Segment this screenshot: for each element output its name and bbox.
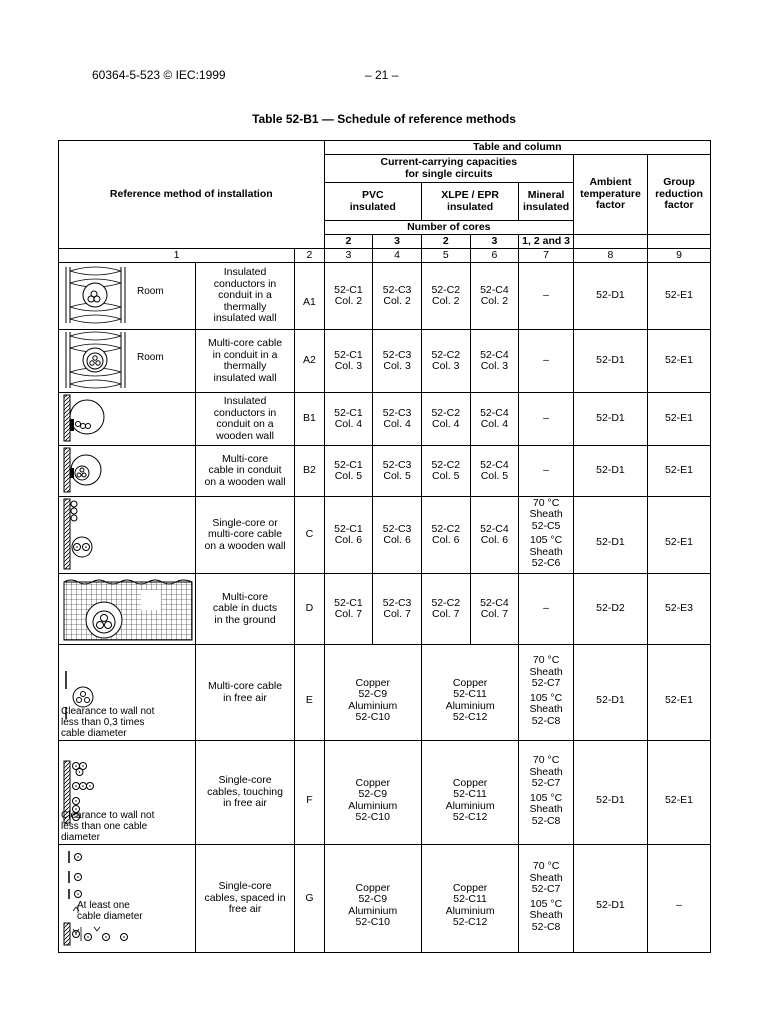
- cell-line: 52-C8: [531, 814, 561, 827]
- row-description: [195, 330, 294, 393]
- cell-group: 52-E1: [647, 645, 710, 741]
- header-cores: 3: [470, 235, 519, 249]
- col-number: 8: [573, 249, 647, 263]
- cell-group: 52-E3: [647, 574, 710, 645]
- cell-line: Col. 5: [334, 470, 363, 482]
- cell-line: 70 °C: [532, 496, 560, 509]
- row-description: [195, 263, 294, 330]
- figure-e: [59, 645, 196, 741]
- desc-line: Multi-core: [221, 452, 269, 465]
- label-line: cable diameter: [61, 728, 127, 739]
- table-row-b2: [59, 446, 711, 497]
- cell-line: 52-C9: [358, 688, 388, 700]
- row-description: [195, 645, 294, 741]
- cell-line: 52-C4: [480, 522, 509, 535]
- col-number: 3: [324, 249, 373, 263]
- desc-line: conductors in: [213, 406, 277, 419]
- cell-line: 52-C3: [382, 406, 412, 419]
- header-ambient-line2: temperature: [580, 187, 641, 200]
- cell-line: 52-C1: [334, 283, 363, 296]
- desc-line: Multi-core cable: [207, 680, 283, 692]
- cell-xlpe-3: [470, 393, 519, 446]
- single-core-spaced-icon: [61, 847, 196, 951]
- multicore-conduit-wooden-wall-icon: [61, 446, 196, 496]
- clearance-label-e: [61, 706, 154, 739]
- cell-line: Copper: [452, 776, 488, 789]
- cell-xlpe-3: [470, 446, 519, 497]
- cell-mineral: –: [519, 330, 574, 393]
- desc-line: insulated wall: [213, 312, 277, 325]
- cell-line: Col. 2: [334, 295, 363, 307]
- header-ambient-line3: factor: [595, 199, 626, 212]
- col-number: 5: [421, 249, 470, 263]
- desc-line: thermally: [223, 300, 267, 313]
- cell-line: 105 °C: [529, 897, 563, 910]
- cell-line: Col. 2: [432, 295, 460, 307]
- cell-group: 52-E1: [647, 497, 710, 574]
- cell-line: Col. 2: [383, 295, 411, 307]
- cell-line: Col. 6: [334, 534, 363, 546]
- cell-line: Copper: [452, 881, 488, 894]
- cell-line: Aluminium: [445, 699, 495, 712]
- column-number-row: [59, 249, 711, 263]
- page-number: – 21 –: [365, 68, 399, 82]
- cell-line: 52-C12: [452, 711, 488, 723]
- table-title: Table 52-B1 — Schedule of reference methods: [252, 112, 516, 126]
- cell-line: 52-C8: [531, 920, 561, 933]
- cell-xlpe-combined: [421, 645, 518, 741]
- desc-line: cables, spaced in: [204, 891, 286, 904]
- row-description: [195, 393, 294, 446]
- cell-pvc-combined: [324, 645, 421, 741]
- method-code: B1: [295, 393, 324, 446]
- cell-line: Col. 3: [480, 360, 509, 372]
- method-code: B2: [295, 446, 324, 497]
- desc-line: cable in ducts: [212, 602, 278, 615]
- cell-ambient: 52-D1: [573, 446, 647, 497]
- cell-line: 52-C11: [453, 893, 487, 905]
- header-reference-method: Reference method of installation: [59, 141, 325, 249]
- figure-c: [59, 497, 196, 574]
- cell-line: 70 °C: [532, 860, 560, 872]
- cell-xlpe-3: [470, 497, 519, 574]
- cell-ambient: 52-D1: [573, 263, 647, 330]
- header-cores: 2: [421, 235, 470, 249]
- duct-in-ground-icon: [61, 574, 196, 644]
- cell-pvc-3: [373, 446, 422, 497]
- cell-line: 52-C11: [453, 688, 487, 700]
- cell-line: 52-C7: [531, 883, 561, 895]
- label-line: cable diameter: [77, 911, 143, 922]
- desc-line: thermally: [223, 360, 267, 372]
- cell-line: 52-C12: [452, 916, 488, 928]
- table-row-e: [59, 645, 711, 741]
- cell-pvc-3: [373, 263, 422, 330]
- header-row-1: [59, 141, 711, 155]
- cell-line: 105 °C: [529, 691, 563, 704]
- cell-line: 52-C10: [355, 916, 390, 928]
- table-row-a2: [59, 330, 711, 393]
- header-group-spacer: [647, 235, 710, 249]
- cell-line: Copper: [355, 776, 390, 789]
- cell-line: 52-C2: [431, 522, 461, 535]
- cell-line: Copper: [355, 676, 390, 689]
- cell-ambient: 52-D1: [573, 497, 647, 574]
- cell-line: 52-C2: [431, 596, 461, 609]
- cell-line: 52-C3: [382, 596, 412, 609]
- cell-line: Sheath: [529, 803, 563, 815]
- row-description: [195, 845, 294, 953]
- cell-mineral: [519, 845, 574, 953]
- col-number: 9: [647, 249, 710, 263]
- cell-line: Col. 5: [432, 470, 460, 482]
- multicore-thermal-wall-icon: [61, 330, 196, 392]
- cell-line: 52-C4: [480, 348, 509, 361]
- method-code: E: [295, 645, 324, 741]
- table-row-a1: [59, 263, 711, 330]
- cell-line: 70 °C: [532, 654, 560, 666]
- reference-methods-table: [58, 140, 711, 953]
- header-number-of-cores: Number of cores: [324, 221, 573, 235]
- cell-ambient: 52-D1: [573, 393, 647, 446]
- figure-a1: [59, 263, 196, 330]
- cell-xlpe-2: [421, 497, 470, 574]
- cell-line: 52-C4: [480, 406, 509, 419]
- label-line: Clearance to wall not: [61, 706, 155, 717]
- cell-line: 52-C12: [452, 811, 488, 823]
- header-ambient-spacer: [573, 235, 647, 249]
- desc-line: Insulated: [223, 395, 267, 407]
- cell-mineral: –: [519, 446, 574, 497]
- cell-line: Sheath: [529, 871, 563, 884]
- cell-line: 52-C8: [531, 714, 561, 727]
- cell-line: Col. 2: [480, 295, 509, 307]
- desc-line: conduit on a: [216, 418, 274, 430]
- room-label: Room: [137, 286, 164, 297]
- desc-line: conductors in: [213, 277, 277, 290]
- cell-mineral: [519, 741, 574, 845]
- col-number: 6: [470, 249, 519, 263]
- header-current-carrying: [324, 155, 573, 183]
- cell-line: Col. 4: [334, 418, 363, 430]
- header-ccc-line1: Current-carrying capacities: [380, 156, 518, 168]
- desc-line: multi-core cable: [207, 528, 283, 541]
- method-code: F: [295, 741, 324, 845]
- spacing-label-g: [77, 900, 143, 922]
- header-ambient-line1: Ambient: [589, 176, 632, 189]
- desc-line: in the ground: [214, 613, 276, 626]
- cell-line: 52-C7: [531, 677, 561, 689]
- cell-line: 52-C11: [453, 788, 487, 800]
- desc-line: Multi-core: [221, 590, 269, 603]
- desc-line: in conduit in a: [212, 348, 278, 361]
- cell-line: 52-C3: [382, 522, 412, 535]
- cell-line: Aluminium: [348, 904, 398, 917]
- table-row-g: [59, 845, 711, 953]
- conduit-thermal-wall-icon: [61, 263, 196, 329]
- cell-line: 52-C4: [480, 596, 509, 609]
- cell-line: Col. 7: [334, 608, 363, 620]
- cell-line: Col. 7: [480, 608, 509, 620]
- figure-d: [59, 574, 196, 645]
- cell-line: Aluminium: [348, 799, 398, 812]
- cell-pvc-3: [373, 574, 422, 645]
- row-description: [195, 497, 294, 574]
- cell-ambient: 52-D2: [573, 574, 647, 645]
- method-code: A2: [295, 330, 324, 393]
- desc-line: on a wooden wall: [204, 475, 286, 488]
- cell-group: 52-E1: [647, 741, 710, 845]
- method-code: C: [295, 497, 324, 574]
- row-description: [195, 446, 294, 497]
- cell-mineral: –: [519, 393, 574, 446]
- col-number: 1: [59, 249, 295, 263]
- cell-line: Col. 6: [432, 534, 460, 546]
- cell-line: Col. 6: [480, 534, 509, 546]
- header-ambient: [573, 155, 647, 235]
- table-row-d: [59, 574, 711, 645]
- method-code: D: [295, 574, 324, 645]
- cell-line: 52-C4: [480, 458, 509, 471]
- cable-on-wooden-wall-icon: [61, 497, 196, 573]
- cell-line: 52-C2: [431, 458, 461, 471]
- cell-group: 52-E1: [647, 330, 710, 393]
- desc-line: Single-core: [218, 774, 272, 787]
- cell-line: Col. 5: [480, 470, 509, 482]
- cell-mineral: –: [519, 574, 574, 645]
- cell-line: Sheath: [529, 508, 563, 520]
- cell-line: Aluminium: [348, 699, 398, 712]
- header-cores: 2: [324, 235, 373, 249]
- cell-line: Col. 4: [480, 418, 509, 430]
- header-table-and-column: Table and column: [324, 141, 710, 155]
- table-row-c: [59, 497, 711, 574]
- figure-b2: [59, 446, 196, 497]
- clearance-label-f: [61, 810, 154, 843]
- cell-line: Col. 7: [383, 608, 411, 620]
- cell-pvc-2: [324, 574, 373, 645]
- header-mineral-line2: insulated: [523, 200, 570, 213]
- col-number: 7: [519, 249, 574, 263]
- desc-line: on a wooden wall: [204, 539, 286, 552]
- method-code: G: [295, 845, 324, 953]
- row-description: [195, 574, 294, 645]
- header-mineral: [519, 183, 574, 221]
- cell-xlpe-2: [421, 263, 470, 330]
- cell-line: 52-C1: [334, 458, 363, 471]
- header-cores: 3: [373, 235, 422, 249]
- desc-line: Single-core or: [212, 516, 278, 529]
- desc-line: in free air: [223, 797, 267, 810]
- col-number: 2: [295, 249, 324, 263]
- cell-line: 52-C1: [334, 348, 363, 361]
- cell-line: Col. 5: [383, 470, 411, 482]
- header-cores: 1, 2 and 3: [519, 235, 574, 249]
- header-group-line2: reduction: [655, 187, 703, 200]
- header-pvc: [324, 183, 421, 221]
- cell-mineral: –: [519, 263, 574, 330]
- cell-xlpe-2: [421, 393, 470, 446]
- cell-line: 52-C10: [355, 711, 390, 723]
- cell-group: 52-E1: [647, 393, 710, 446]
- cell-line: 52-C6: [531, 557, 561, 569]
- cell-line: 70 °C: [532, 754, 560, 766]
- desc-line: cables, touching: [207, 785, 283, 798]
- cell-line: Col. 3: [334, 360, 363, 372]
- cell-line: Copper: [355, 881, 390, 894]
- cell-line: Sheath: [529, 765, 563, 778]
- cell-pvc-2: [324, 393, 373, 446]
- cell-group: 52-E1: [647, 446, 710, 497]
- figure-b1: [59, 393, 196, 446]
- header-xlpe-line2: insulated: [447, 200, 494, 213]
- cell-line: 52-C7: [531, 777, 561, 789]
- cell-line: 105 °C: [529, 791, 563, 804]
- desc-line: wooden wall: [216, 429, 274, 442]
- figure-g: [59, 845, 196, 953]
- cell-pvc-combined: [324, 845, 421, 953]
- cell-xlpe-2: [421, 574, 470, 645]
- desc-line: Single-core: [218, 880, 272, 893]
- cell-pvc-2: [324, 263, 373, 330]
- header-group-line1: Group: [663, 176, 695, 189]
- label-line: At least one: [77, 900, 130, 911]
- conduit-wooden-wall-icon: [61, 393, 196, 445]
- cell-line: Col. 3: [432, 360, 460, 372]
- cell-xlpe-combined: [421, 845, 518, 953]
- cell-ambient: 52-D1: [573, 645, 647, 741]
- desc-line: free air: [228, 903, 262, 916]
- cell-group: 52-E1: [647, 263, 710, 330]
- table-row-f: [59, 741, 711, 845]
- header-xlpe: [421, 183, 518, 221]
- cell-line: Aluminium: [445, 904, 495, 917]
- cell-pvc-combined: [324, 741, 421, 845]
- cell-xlpe-3: [470, 330, 519, 393]
- label-line: less than one cable: [61, 821, 148, 832]
- desc-line: Multi-core cable: [207, 337, 283, 349]
- cell-pvc-2: [324, 330, 373, 393]
- figure-a2: [59, 330, 196, 393]
- cell-xlpe-3: [470, 263, 519, 330]
- header-mineral-line1: Mineral: [527, 189, 565, 201]
- cell-line: Copper: [452, 676, 488, 689]
- cell-line: Sheath: [529, 545, 563, 558]
- cell-xlpe-combined: [421, 741, 518, 845]
- label-line: less than 0,3 times: [61, 717, 145, 728]
- cell-pvc-3: [373, 330, 422, 393]
- desc-line: cable in conduit: [208, 464, 282, 477]
- header-ccc-line2: for single circuits: [405, 167, 493, 180]
- cell-ambient: 52-D1: [573, 845, 647, 953]
- desc-line: conduit in a: [218, 289, 272, 302]
- cell-line: Aluminium: [445, 799, 495, 812]
- header-group: [647, 155, 710, 235]
- cell-pvc-2: [324, 497, 373, 574]
- cell-line: 52-C3: [382, 283, 412, 296]
- label-line: diameter: [61, 832, 100, 843]
- cell-line: Col. 4: [383, 418, 411, 430]
- cell-line: Col. 7: [432, 608, 460, 620]
- cell-pvc-2: [324, 446, 373, 497]
- cell-line: 52-C5: [531, 519, 561, 532]
- cell-line: 52-C2: [431, 283, 461, 296]
- method-code: A1: [295, 263, 324, 330]
- desc-line: in free air: [223, 691, 267, 704]
- desc-line: Insulated: [223, 266, 267, 279]
- cell-mineral: [519, 645, 574, 741]
- cell-line: 52-C3: [382, 458, 412, 471]
- cell-line: Sheath: [529, 909, 563, 921]
- figure-f: [59, 741, 196, 845]
- cell-line: 52-C2: [431, 348, 461, 361]
- cell-xlpe-2: [421, 330, 470, 393]
- cell-ambient: 52-D1: [573, 330, 647, 393]
- cell-group: –: [647, 845, 710, 953]
- cell-line: 52-C2: [431, 406, 461, 419]
- cell-xlpe-3: [470, 574, 519, 645]
- cell-pvc-3: [373, 393, 422, 446]
- cell-line: 52-C9: [358, 788, 388, 800]
- cell-line: 105 °C: [529, 534, 563, 546]
- cell-line: 52-C10: [355, 811, 390, 823]
- row-description: [195, 741, 294, 845]
- cell-line: 52-C3: [382, 348, 412, 361]
- header-group-line3: factor: [664, 199, 694, 212]
- cell-line: Col. 4: [432, 418, 460, 430]
- cell-line: Sheath: [529, 665, 563, 678]
- cell-pvc-3: [373, 497, 422, 574]
- desc-line: insulated wall: [213, 371, 277, 384]
- col-number: 4: [373, 249, 422, 263]
- header-pvc-line1: PVC: [361, 189, 384, 201]
- cell-xlpe-2: [421, 446, 470, 497]
- cell-line: Col. 6: [383, 534, 411, 546]
- cell-line: 52-C1: [334, 596, 363, 609]
- cell-line: Col. 3: [383, 360, 411, 372]
- cell-line: 52-C1: [334, 406, 363, 419]
- table-row-b1: [59, 393, 711, 446]
- cell-line: Sheath: [529, 703, 563, 715]
- cell-line: 52-C9: [358, 893, 388, 905]
- room-label: Room: [137, 352, 164, 363]
- document-reference: 60364-5-523 © IEC:1999: [92, 68, 226, 82]
- cell-line: 52-C1: [334, 522, 363, 535]
- header-pvc-line2: insulated: [349, 200, 396, 213]
- cell-line: 52-C4: [480, 283, 509, 296]
- cell-ambient: 52-D1: [573, 741, 647, 845]
- header-xlpe-line1: XLPE / EPR: [441, 189, 499, 201]
- label-line: Clearance to wall not: [61, 810, 155, 821]
- cell-mineral: [519, 497, 574, 574]
